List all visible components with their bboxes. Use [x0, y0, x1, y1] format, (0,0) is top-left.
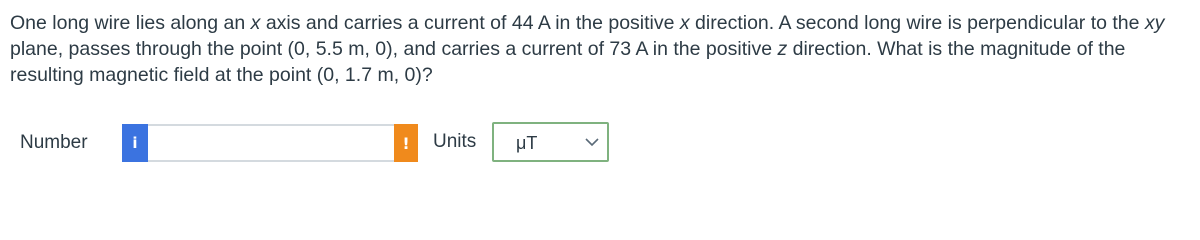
question-text [10, 10, 1190, 88]
units-label: Units [433, 131, 477, 152]
number-input[interactable] [148, 124, 406, 162]
warning-button[interactable] [394, 124, 418, 162]
question-part: plane, passes through the point (0, 5.5 m, 0), and carries a current of 73 A in the positive [10, 38, 778, 60]
question-part: axis and carries a current of 44 A in the positive [260, 12, 680, 34]
number-label: Number [20, 132, 88, 153]
question-part: direction. What is the magnitude of the resulting magnetic field at the point (0, 1.7 m, 0)? [10, 38, 1126, 86]
variable-z: z [777, 38, 788, 60]
units-select[interactable] [492, 122, 609, 162]
warning-icon: ! [402, 133, 410, 153]
chevron-down-icon [585, 137, 599, 147]
info-icon: i [132, 134, 138, 152]
question-part: One long wire lies along an [10, 12, 251, 34]
variable-xy: xy [1144, 12, 1165, 34]
question-part: direction. A second long wire is perpendicular to the [689, 12, 1145, 34]
variable-x: x [250, 12, 261, 34]
variable-x: x [679, 12, 690, 34]
info-button[interactable] [122, 124, 148, 162]
units-selected-value: μT [516, 133, 538, 153]
